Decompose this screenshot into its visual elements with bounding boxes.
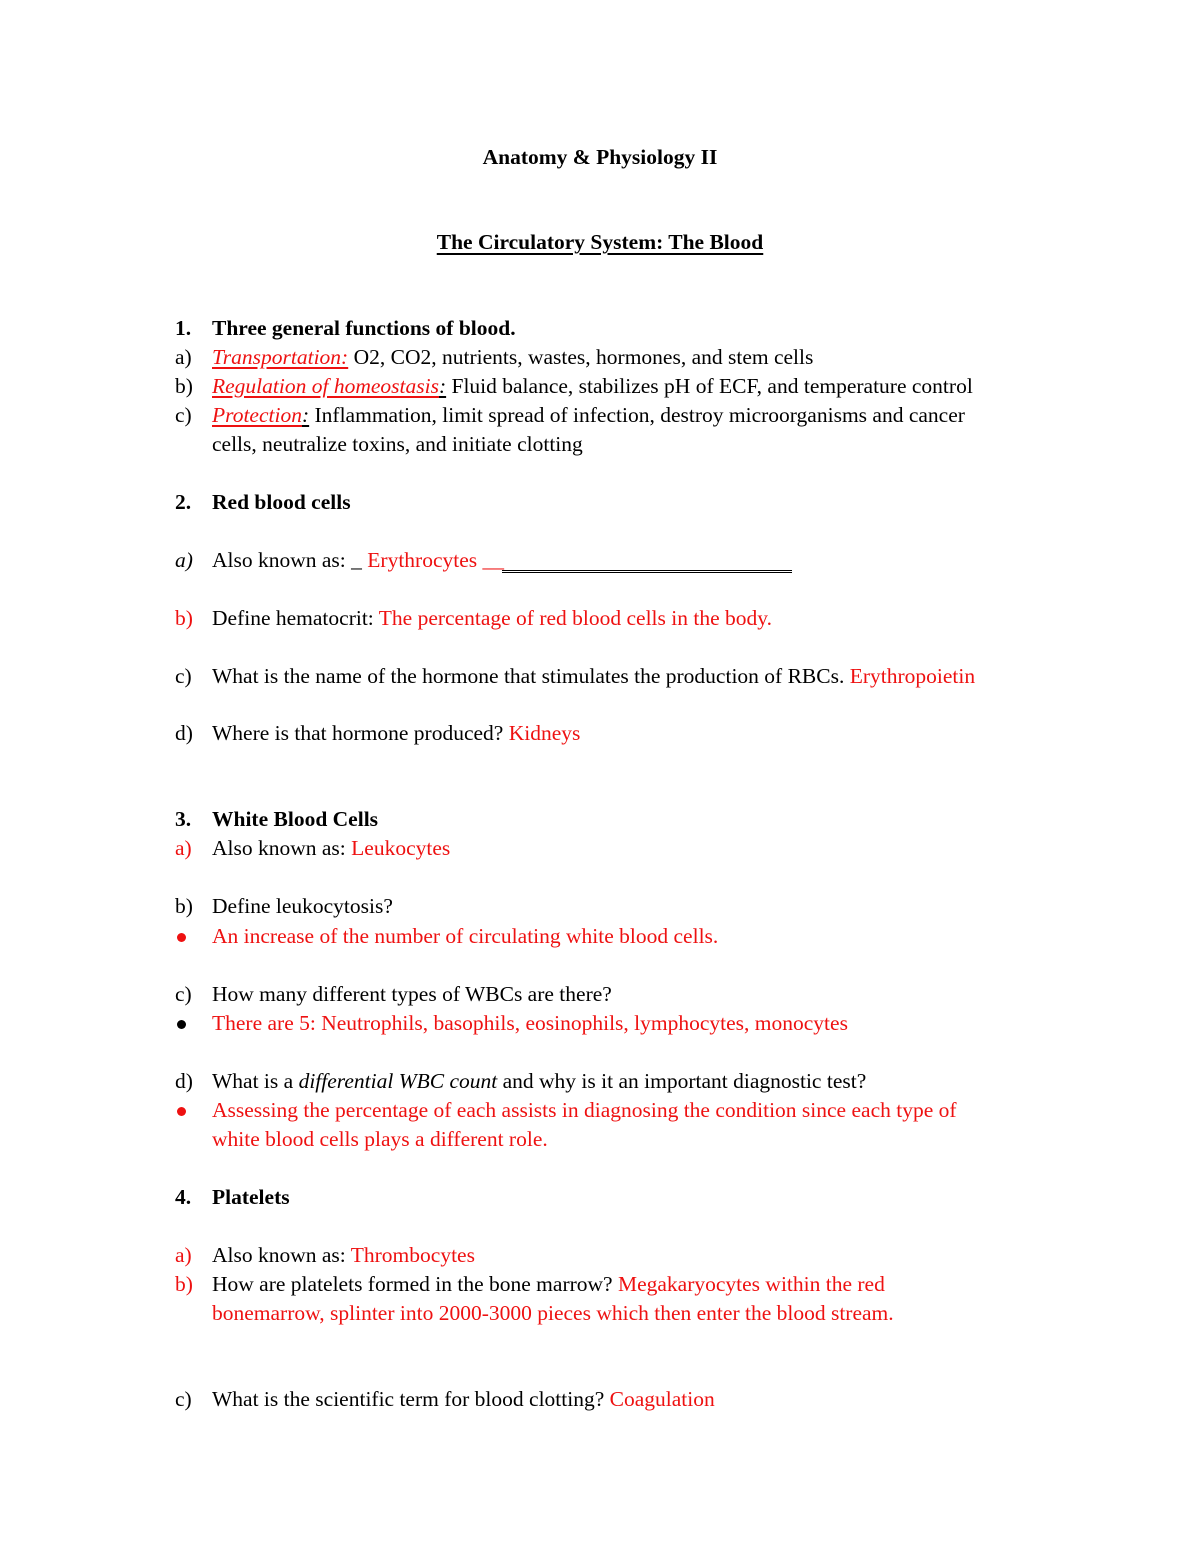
item-marker: a) — [175, 345, 192, 369]
answer: Megakaryocytes within the red — [617, 1272, 885, 1296]
item-marker: c) — [175, 982, 192, 1006]
item-marker: a) — [175, 548, 193, 572]
item-marker: b) — [175, 1272, 193, 1296]
page-subtitle: The Circulatory System: The Blood — [436, 230, 764, 254]
item-marker: c) — [175, 1387, 192, 1411]
item-marker: c) — [175, 664, 192, 688]
answer: Leukocytes — [351, 836, 451, 860]
term-colon: : — [301, 403, 310, 427]
item-text: O2, CO2, nutrients, wastes, hormones, and stem cells — [348, 345, 814, 369]
term: Regulation of homeostasis — [212, 374, 439, 398]
item-marker: a) — [175, 836, 192, 860]
answer: Erythrocytes — [367, 548, 483, 572]
answer: white blood cells plays a different role. — [212, 1127, 548, 1151]
answer: Erythropoietin — [849, 664, 976, 688]
question: Also known as: — [212, 836, 352, 860]
fill-in-line — [502, 558, 792, 573]
question: How are platelets formed in the bone marrow? — [212, 1272, 618, 1296]
question: What is the scientific term for blood clotting? — [212, 1387, 610, 1411]
question-term: differential WBC count — [298, 1069, 498, 1093]
section-heading: Platelets — [212, 1185, 290, 1209]
question: What is the name of the hormone that stimulates the production of RBCs. — [212, 664, 850, 688]
section-number: 2. — [175, 490, 192, 514]
answer: The percentage of red blood cells in the body. — [378, 606, 772, 630]
bullet-icon — [177, 933, 186, 942]
section-number: 3. — [175, 807, 192, 831]
bullet-icon — [177, 1020, 186, 1029]
answer: Thrombocytes — [350, 1243, 475, 1267]
item-marker: b) — [175, 894, 193, 918]
question: Also known as: — [212, 1243, 351, 1267]
answer-blank: __ — [482, 548, 505, 572]
item-marker: a) — [175, 1243, 192, 1267]
bullet-icon — [177, 1107, 186, 1116]
question: Where is that hormone produced? — [212, 721, 509, 745]
item-text: cells, neutralize toxins, and initiate clotting — [212, 432, 583, 456]
item-marker: d) — [175, 1069, 193, 1093]
page-title: Anatomy & Physiology II — [482, 145, 718, 169]
section-heading: Red blood cells — [212, 490, 351, 514]
question: How many different types of WBCs are there? — [212, 982, 612, 1006]
answer: Kidneys — [508, 721, 581, 745]
item-marker: b) — [175, 374, 193, 398]
section-number: 1. — [175, 316, 192, 340]
item-marker: d) — [175, 721, 193, 745]
section-heading: Three general functions of blood. — [212, 316, 516, 340]
section-heading: White Blood Cells — [212, 807, 379, 831]
question: Define hematocrit: — [212, 606, 379, 630]
question: What is a — [212, 1069, 299, 1093]
answer: An increase of the number of circulating white blood cells. — [212, 924, 719, 948]
item-marker: b) — [175, 606, 193, 630]
item-text: Fluid balance, stabilizes pH of ECF, and temperature control — [446, 374, 973, 398]
answer: bonemarrow, splinter into 2000-3000 pieces which then enter the blood stream. — [212, 1301, 894, 1325]
question: and why is it an important diagnostic test? — [497, 1069, 867, 1093]
answer: Assessing the percentage of each assists in diagnosing the condition since each type of — [212, 1098, 957, 1122]
question: Also known as: _ — [212, 548, 368, 572]
term: Protection — [212, 403, 302, 427]
term: Transportation: — [212, 345, 349, 369]
section-number: 4. — [175, 1185, 192, 1209]
answer: Coagulation — [609, 1387, 715, 1411]
item-marker: c) — [175, 403, 192, 427]
answer: There are 5: Neutrophils, basophils, eosinophils, lymphocytes, monocytes — [212, 1011, 848, 1035]
question: Define leukocytosis? — [212, 894, 393, 918]
term-colon: : — [438, 374, 447, 398]
item-text: Inflammation, limit spread of infection, destroy microorganisms and cancer — [309, 403, 965, 427]
